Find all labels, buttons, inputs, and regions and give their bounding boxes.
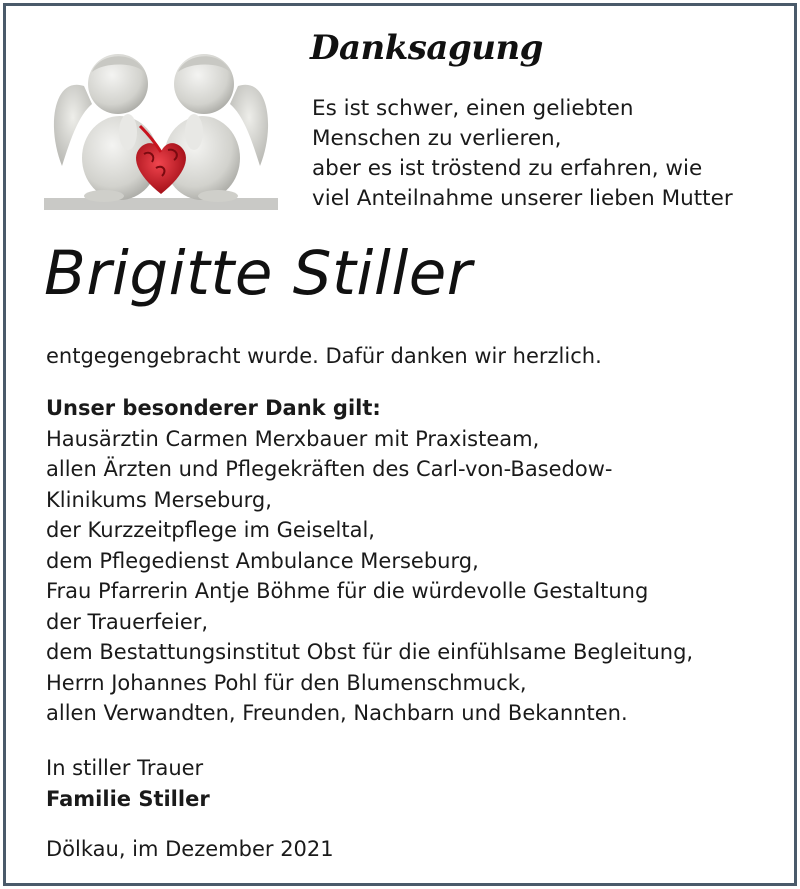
special-thanks-item: der Trauerfeier,	[46, 609, 209, 634]
deceased-name: Brigitte Stiller	[44, 238, 473, 309]
intro-line: aber es ist tröstend zu erfahren, wie	[312, 156, 703, 181]
special-thanks-item: allen Ärzten und Pflegekräften des Carl-von-Basedow-	[46, 457, 613, 481]
special-thanks	[46, 393, 693, 729]
thanks-line: entgegengebracht wurde. Dafür danken wir herzlich.	[46, 344, 602, 368]
special-thanks-item: dem Pflegedienst Ambulance Merseburg,	[46, 548, 479, 573]
intro-line: viel Anteilnahme unserer lieben Mutter	[312, 186, 733, 211]
special-thanks-item: Herrn Johannes Pohl für den Blumenschmuck,	[46, 670, 527, 695]
special-thanks-heading: Unser besonderer Dank gilt:	[46, 396, 381, 420]
angels-image	[44, 46, 278, 212]
intro-text	[312, 94, 733, 214]
intro-line: Menschen zu verlieren,	[312, 126, 562, 151]
special-thanks-item: Frau Pfarrerin Antje Böhme für die würdevolle Gestaltung	[46, 579, 649, 603]
signoff	[46, 753, 210, 814]
family-name: Familie Stiller	[46, 786, 210, 811]
special-thanks-item: Hausärztin Carmen Merxbauer mit Praxisteam,	[46, 426, 540, 451]
special-thanks-item: Klinikums Merseburg,	[46, 487, 272, 512]
special-thanks-item: der Kurzzeitpflege im Geiseltal,	[46, 518, 375, 542]
special-thanks-item: dem Bestattungsinstitut Obst für die einfühlsame Begleitung,	[46, 640, 694, 664]
notice-heading: Danksagung	[310, 28, 543, 68]
special-thanks-item: allen Verwandten, Freunden, Nachbarn und Bekannten.	[46, 701, 628, 725]
intro-line: Es ist schwer, einen geliebten	[312, 96, 634, 121]
place-date: Dölkau, im Dezember 2021	[46, 837, 334, 861]
signoff-line: In stiller Trauer	[46, 756, 204, 780]
